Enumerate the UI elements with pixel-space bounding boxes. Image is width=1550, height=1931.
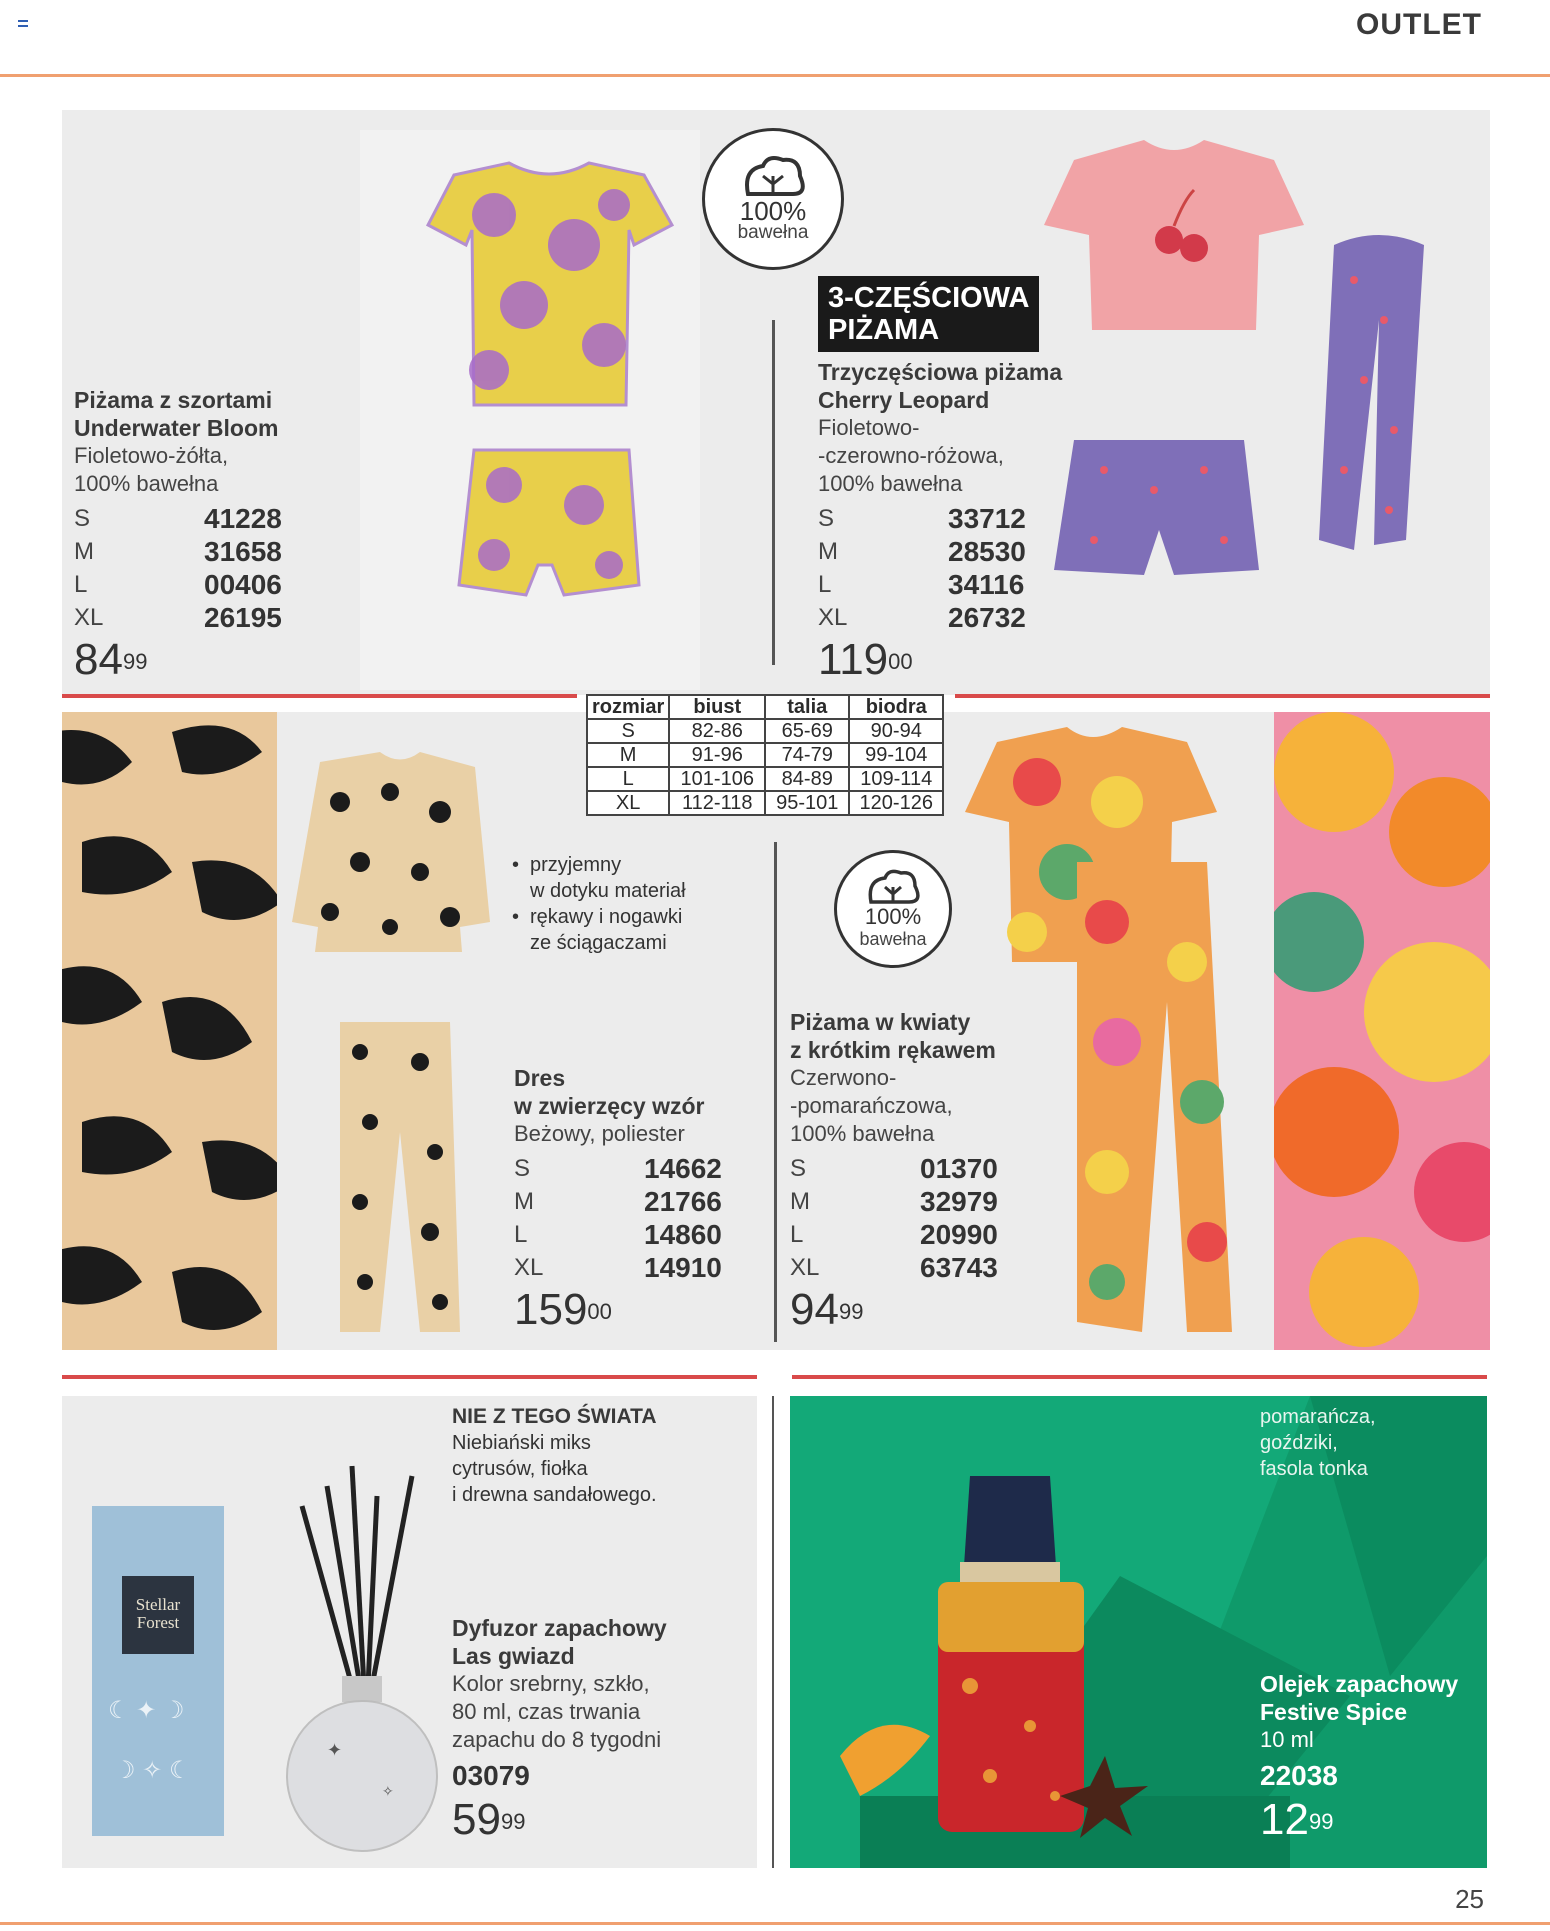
- size-label: S: [818, 505, 835, 532]
- product-code: 14910: [644, 1252, 722, 1283]
- badge-word: bawełna: [859, 929, 927, 949]
- table-row: XL 112-118 95-101 120-126: [587, 791, 943, 815]
- product-code: 32979: [920, 1186, 998, 1217]
- top-rule: [0, 74, 1550, 77]
- feature-list: [512, 852, 686, 956]
- diffuser-bottle-image: [242, 1436, 462, 1856]
- product-code: 01370: [920, 1153, 998, 1184]
- product-name: Festive Spice: [1260, 1699, 1408, 1725]
- product-code: 20990: [920, 1219, 998, 1250]
- tag-line-1: 3-CZĘŚCIOWA: [828, 282, 1030, 314]
- svg-text:✦: ✦: [327, 1740, 343, 1760]
- product-desc: 100% bawełna: [74, 471, 219, 496]
- diffuser-box-image: [92, 1506, 224, 1836]
- product-desc: -czerowno-różowa,: [818, 443, 1004, 468]
- product-code: 41228: [204, 503, 282, 534]
- product-desc: 100% bawełna: [818, 471, 963, 496]
- oil-product: [1260, 1670, 1458, 1844]
- badge-word: bawełna: [737, 222, 809, 243]
- badge-percent: 100%: [739, 196, 807, 226]
- red-rule: [955, 694, 1490, 698]
- table-header: biust: [669, 695, 765, 719]
- red-rule: [792, 1375, 1487, 1379]
- floral-fabric-image: [1274, 712, 1490, 1350]
- divider: [772, 320, 775, 665]
- product-name: z krótkim rękawem: [790, 1037, 996, 1063]
- size-label: L: [790, 1221, 804, 1248]
- product-name: Cherry Leopard: [818, 387, 990, 413]
- cotton-badge: [834, 850, 952, 968]
- cotton-icon: [863, 868, 923, 906]
- product-name: Olejek zapachowy: [1260, 1671, 1459, 1697]
- product-code: 21766: [644, 1186, 722, 1217]
- cotton-icon: [738, 154, 808, 200]
- product-desc: 100% bawełna: [790, 1121, 935, 1146]
- product-code: 34116: [948, 569, 1025, 600]
- price: $159^{00}$: [514, 1285, 612, 1334]
- price: $119^{00}$: [818, 635, 913, 684]
- product-code: 28530: [948, 536, 1026, 567]
- leopard-fabric-image: [62, 712, 277, 1350]
- table-row: S 82-86 65-69 90-94: [587, 719, 943, 743]
- size-codes: [790, 1152, 998, 1284]
- product-code: 14662: [644, 1153, 722, 1184]
- product-name: Piżama z szortami: [74, 387, 273, 413]
- product-name: Las gwiazd: [452, 1643, 575, 1669]
- size-label: XL: [790, 1254, 820, 1281]
- product-code: 33712: [948, 503, 1026, 534]
- product-code: 14860: [644, 1219, 722, 1250]
- product-desc: -pomarańczowa,: [790, 1093, 953, 1118]
- red-rule: [62, 1375, 757, 1379]
- product-desc: Beżowy, poliester: [514, 1121, 685, 1146]
- size-label: S: [790, 1155, 807, 1182]
- product-desc: zapachu do 8 tygodni: [452, 1727, 662, 1752]
- tag-line-2: PIŻAMA: [828, 314, 940, 346]
- size-label: XL: [818, 604, 848, 631]
- table-header-row: [587, 695, 943, 719]
- product-name: Dyfuzor zapachowy: [452, 1615, 667, 1641]
- moon-icon: ☽ ✧ ☾: [114, 1757, 191, 1784]
- three-piece-tag: [818, 276, 1039, 352]
- box-label: Stellar Forest: [122, 1576, 194, 1654]
- size-label: L: [818, 571, 832, 598]
- product-desc: Fioletowo-: [818, 415, 920, 440]
- size-label: M: [74, 538, 94, 565]
- size-label: XL: [74, 604, 104, 631]
- size-label: XL: [514, 1254, 544, 1281]
- dres-product: [514, 1064, 722, 1334]
- product-desc: 10 ml: [1260, 1727, 1314, 1752]
- top-panel: [62, 110, 1490, 695]
- product-code: 63743: [920, 1252, 998, 1283]
- size-label: M: [514, 1188, 534, 1215]
- oil-panel: [790, 1396, 1487, 1868]
- divider: [774, 842, 777, 1342]
- product-code: 26732: [948, 602, 1026, 633]
- kwiaty-product: [790, 1008, 998, 1334]
- table-header: biodra: [849, 695, 943, 719]
- product-desc: Fioletowo-żółta,: [74, 443, 229, 468]
- product-code: 03079: [452, 1760, 530, 1791]
- size-label: M: [818, 538, 838, 565]
- underwater-product: [74, 386, 282, 684]
- product-name: Underwater Bloom: [74, 415, 279, 441]
- price: $84^{99}$: [74, 635, 148, 684]
- size-label: S: [74, 505, 91, 532]
- floral-pajama-image: [957, 722, 1257, 1342]
- underwater-pajama-image: [414, 155, 684, 655]
- table-row: L 101-106 84-89 109-114: [587, 767, 943, 791]
- product-name: w zwierzęcy wzór: [514, 1093, 705, 1119]
- page-number: 25: [1455, 1884, 1484, 1914]
- product-code: 26195: [204, 602, 282, 633]
- product-name: Piżama w kwiaty: [790, 1009, 971, 1035]
- svg-text:✧: ✧: [382, 1783, 394, 1799]
- section-title: OUTLET: [1356, 8, 1482, 41]
- product-desc: 80 ml, czas trwania: [452, 1699, 641, 1724]
- red-rule: [62, 694, 577, 698]
- headline: NIE Z TEGO ŚWIATA: [452, 1405, 657, 1428]
- oil-bottle-image: [820, 1456, 1150, 1856]
- product-name: Dres: [514, 1065, 566, 1091]
- diffuser-product: [452, 1614, 667, 1844]
- divider: [772, 1396, 774, 1868]
- moon-icon: ☾ ✦ ☽: [108, 1697, 185, 1724]
- price: $94^{99}$: [790, 1285, 864, 1334]
- menu-icon[interactable]: [18, 20, 28, 27]
- feature-item: • rękawy i nogawki ze ściągaczami: [512, 904, 686, 956]
- size-codes: [514, 1152, 722, 1284]
- price: $12^{99}$: [1260, 1795, 1334, 1844]
- size-table: [586, 694, 944, 816]
- product-code: 31658: [204, 536, 282, 567]
- table-header: rozmiar: [587, 695, 669, 719]
- cherry-pajama-image: [1034, 130, 1474, 690]
- product-desc: Czerwono-: [790, 1065, 897, 1090]
- table-header: talia: [765, 695, 849, 719]
- leopard-tracksuit-image: [290, 752, 490, 1342]
- price: $59^{99}$: [452, 1795, 526, 1844]
- feature-item: • przyjemny w dotyku materiał: [512, 852, 686, 904]
- product-name: Trzyczęściowa piżama: [818, 359, 1063, 385]
- size-codes: [74, 502, 282, 634]
- diffuser-panel: [62, 1396, 757, 1868]
- bottom-rule: [0, 1922, 1550, 1925]
- diffuser-notes: NIE Z TEGO ŚWIATA Niebiański miks cytrusów, fiołka i drewna sandałowego.: [452, 1405, 657, 1506]
- size-codes: [818, 502, 1062, 634]
- cotton-badge: [702, 128, 844, 270]
- product-code: 00406: [204, 569, 282, 600]
- oil-notes: pomarańcza, goździki, fasola tonka: [1260, 1406, 1376, 1480]
- size-label: L: [74, 571, 88, 598]
- cherry-product: [818, 358, 1062, 684]
- badge-percent: 100%: [864, 904, 922, 929]
- size-label: M: [790, 1188, 810, 1215]
- table-row: M 91-96 74-79 99-104: [587, 743, 943, 767]
- product-desc: Kolor srebrny, szkło,: [452, 1671, 650, 1696]
- product-code: 22038: [1260, 1760, 1338, 1791]
- size-label: L: [514, 1221, 528, 1248]
- size-label: S: [514, 1155, 531, 1182]
